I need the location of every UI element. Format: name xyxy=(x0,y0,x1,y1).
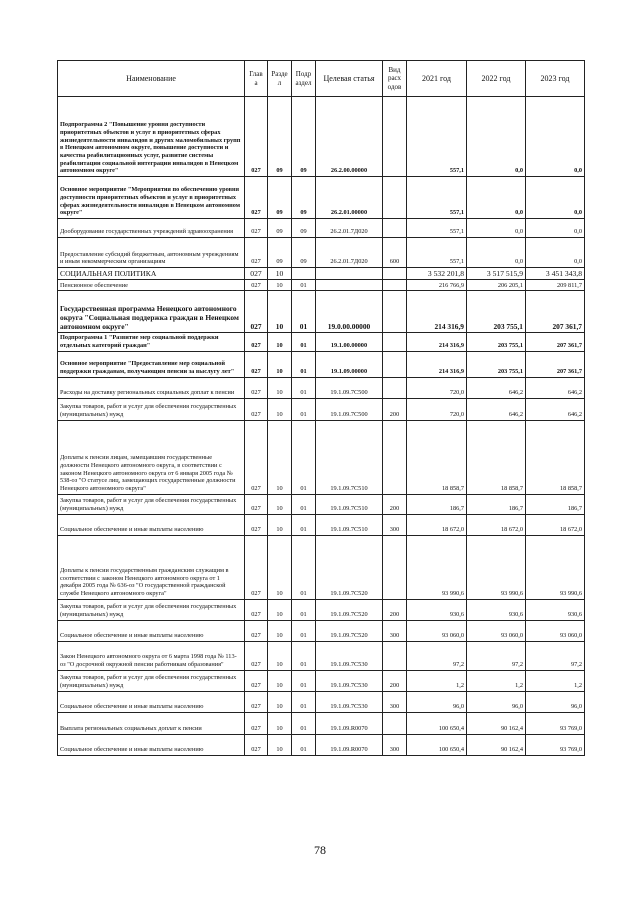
table-cell-2021: 93 060,0 xyxy=(407,620,467,641)
budget-table xyxy=(57,60,585,756)
table-row xyxy=(58,377,585,398)
table-cell-2021: 557,1 xyxy=(407,177,467,219)
table-cell-glava: 027 xyxy=(245,641,268,670)
table-cell-target: 19.1.09.7С500 xyxy=(316,377,383,398)
table-row xyxy=(58,641,585,670)
table-cell-target: 19.1.09.7С530 xyxy=(316,670,383,691)
table-cell-razdel: 10 xyxy=(268,620,292,641)
table-cell-2021: 186,7 xyxy=(407,494,467,514)
table-cell-2021: 93 990,6 xyxy=(407,535,467,599)
page-number: 78 xyxy=(314,843,326,857)
table-row xyxy=(58,420,585,494)
table-cell-podrazdel: 01 xyxy=(292,514,316,535)
table-cell-name: Расходы на доставку региональных социальных доплат к пенсии xyxy=(58,377,245,398)
table-cell-vid xyxy=(383,280,407,291)
table-cell-2022: 203 755,1 xyxy=(467,291,526,333)
table-header-row xyxy=(58,61,585,97)
table-cell-2023: 207 361,7 xyxy=(526,291,585,333)
table-row xyxy=(58,712,585,734)
table-cell-name: Подпрограмма 2 "Повышение уровня доступности приоритетных объектов и услуг в приоритетных сферах жизнедеятельности инвалидов и других маломобильных групп в Ненецком автономном округе, повышение доступности и качества реабилитационных услуг, развитие системы реабилитации социальной интеграции инвалидов в Ненецком автономном округе" xyxy=(58,97,245,177)
table-cell-glava: 027 xyxy=(245,238,268,268)
table-row xyxy=(58,268,585,280)
table-cell-target: 19.1.09.7С530 xyxy=(316,691,383,712)
table-cell-target: 19.1.09.R0070 xyxy=(316,712,383,734)
table-cell-glava: 027 xyxy=(245,670,268,691)
table-cell-2023: 3 451 343,8 xyxy=(526,268,585,280)
table-cell-name: Закупка товаров, работ и услуг для обеспечения государственных (муниципальных) нужд xyxy=(58,599,245,620)
table-cell-2022: 203 755,1 xyxy=(467,351,526,377)
table-cell-2021: 3 532 201,8 xyxy=(407,268,467,280)
table-cell-vid: 300 xyxy=(383,620,407,641)
table-cell-podrazdel: 01 xyxy=(292,620,316,641)
table-cell-2021: 720,0 xyxy=(407,398,467,420)
table-cell-target: 19.1.09.7С520 xyxy=(316,535,383,599)
table-cell-2022: 206 205,1 xyxy=(467,280,526,291)
table-cell-vid xyxy=(383,712,407,734)
table-cell-name: Доплаты к пенсии государственным гражданским служащим в соответствии с законом Ненецкого автономного округа от 1 декабря 2005 года № 636-оз "О государственной гражданской службе Ненецкого автономного округа" xyxy=(58,535,245,599)
table-row xyxy=(58,351,585,377)
table-cell-razdel: 09 xyxy=(268,238,292,268)
table-cell-name: Закон Ненецкого автономного округа от 6 марта 1998 года № 113-оз "О досрочной окружной пенсии работникам образования" xyxy=(58,641,245,670)
table-cell-razdel: 10 xyxy=(268,351,292,377)
table-cell-glava: 027 xyxy=(245,280,268,291)
table-cell-2023: 646,2 xyxy=(526,398,585,420)
table-cell-2023: 18 672,0 xyxy=(526,514,585,535)
table-cell-razdel: 09 xyxy=(268,97,292,177)
table-cell-podrazdel: 09 xyxy=(292,238,316,268)
table-cell-name: Закупка товаров, работ и услуг для обеспечения государственных (муниципальных) нужд xyxy=(58,398,245,420)
table-cell-2022: 0,0 xyxy=(467,219,526,238)
table-cell-glava: 027 xyxy=(245,494,268,514)
table-cell-2022: 90 162,4 xyxy=(467,712,526,734)
table-cell-podrazdel: 01 xyxy=(292,351,316,377)
table-cell-podrazdel: 01 xyxy=(292,280,316,291)
table-cell-vid xyxy=(383,219,407,238)
table-cell-2023: 646,2 xyxy=(526,377,585,398)
table-cell-2022: 0,0 xyxy=(467,238,526,268)
table-cell-vid: 300 xyxy=(383,734,407,755)
table-cell-vid xyxy=(383,268,407,280)
table-cell-razdel: 10 xyxy=(268,599,292,620)
table-cell-vid xyxy=(383,97,407,177)
table-cell-target: 26.2.01.00000 xyxy=(316,177,383,219)
table-cell-target: 19.1.09.00000 xyxy=(316,351,383,377)
table-cell-glava: 027 xyxy=(245,620,268,641)
table-cell-name: Основное мероприятие "Предоставление мер социальной поддержки гражданам, получающим пенсии за выслугу лет" xyxy=(58,351,245,377)
table-cell-target: 19.1.09.R0070 xyxy=(316,734,383,755)
table-cell-2021: 214 316,9 xyxy=(407,333,467,351)
table-row xyxy=(58,280,585,291)
table-cell-target: 19.1.09.7С510 xyxy=(316,420,383,494)
table-cell-2021: 557,1 xyxy=(407,97,467,177)
table-row xyxy=(58,620,585,641)
table-cell-2022: 203 755,1 xyxy=(467,333,526,351)
table-cell-glava: 027 xyxy=(245,691,268,712)
table-cell-2023: 0,0 xyxy=(526,97,585,177)
table-cell-2021: 100 650,4 xyxy=(407,712,467,734)
table-cell-vid xyxy=(383,641,407,670)
table-cell-glava: 027 xyxy=(245,97,268,177)
table-row xyxy=(58,599,585,620)
table-cell-2022: 93 990,6 xyxy=(467,535,526,599)
table-cell-target: 19.1.09.7С510 xyxy=(316,514,383,535)
table-cell-vid xyxy=(383,351,407,377)
table-cell-target xyxy=(316,280,383,291)
table-cell-2021: 18 858,7 xyxy=(407,420,467,494)
table-cell-target: 19.0.00.00000 xyxy=(316,291,383,333)
table-cell-vid xyxy=(383,535,407,599)
table-cell-2022: 90 162,4 xyxy=(467,734,526,755)
header-2022: 2022 год xyxy=(467,61,526,97)
table-cell-podrazdel: 01 xyxy=(292,535,316,599)
table-cell-podrazdel: 01 xyxy=(292,333,316,351)
table-cell-razdel: 10 xyxy=(268,641,292,670)
table-cell-2022: 186,7 xyxy=(467,494,526,514)
table-cell-name: Доплаты к пенсии лицам, замещавшим государственные должности Ненецкого автономного округа, в соответствии с законом Ненецкого автономного округа от 6 января 2005 года № 538-оз "О статусе лиц, замещающих государственные должности Ненецкого автономного округа" xyxy=(58,420,245,494)
table-cell-2021: 720,0 xyxy=(407,377,467,398)
table-cell-glava: 027 xyxy=(245,351,268,377)
table-cell-2021: 930,6 xyxy=(407,599,467,620)
table-cell-2023: 0,0 xyxy=(526,219,585,238)
table-cell-2021: 100 650,4 xyxy=(407,734,467,755)
table-cell-razdel: 10 xyxy=(268,712,292,734)
table-cell-vid: 200 xyxy=(383,398,407,420)
table-cell-razdel: 10 xyxy=(268,280,292,291)
table-cell-razdel: 09 xyxy=(268,219,292,238)
table-cell-name: Социальное обеспечение и иные выплаты населению xyxy=(58,620,245,641)
table-cell-podrazdel: 01 xyxy=(292,734,316,755)
table-cell-target xyxy=(316,268,383,280)
table-cell-2021: 97,2 xyxy=(407,641,467,670)
table-cell-glava: 027 xyxy=(245,219,268,238)
table-cell-vid: 200 xyxy=(383,670,407,691)
table-cell-2021: 216 766,9 xyxy=(407,280,467,291)
table-row xyxy=(58,691,585,712)
table-cell-glava: 027 xyxy=(245,734,268,755)
header-2023: 2023 год xyxy=(526,61,585,97)
table-cell-name: Закупка товаров, работ и услуг для обеспечения государственных (муниципальных) нужд xyxy=(58,494,245,514)
table-cell-2022: 96,0 xyxy=(467,691,526,712)
table-cell-2021: 557,1 xyxy=(407,238,467,268)
table-cell-razdel: 10 xyxy=(268,734,292,755)
table-cell-podrazdel: 01 xyxy=(292,641,316,670)
table-cell-podrazdel: 09 xyxy=(292,219,316,238)
table-cell-razdel: 10 xyxy=(268,514,292,535)
table-cell-vid: 300 xyxy=(383,514,407,535)
table-cell-vid xyxy=(383,333,407,351)
table-cell-glava: 027 xyxy=(245,599,268,620)
table-cell-glava: 027 xyxy=(245,514,268,535)
table-cell-name: СОЦИАЛЬНАЯ ПОЛИТИКА xyxy=(58,268,245,280)
header-target: Целевая статья xyxy=(316,61,383,97)
table-cell-glava: 027 xyxy=(245,398,268,420)
table-cell-2023: 209 811,7 xyxy=(526,280,585,291)
header-vid: Вид расх одов xyxy=(383,61,407,97)
table-cell-2023: 207 361,7 xyxy=(526,351,585,377)
table-cell-podrazdel: 01 xyxy=(292,712,316,734)
table-cell-razdel: 10 xyxy=(268,291,292,333)
table-cell-glava: 027 xyxy=(245,535,268,599)
table-cell-vid: 300 xyxy=(383,691,407,712)
table-cell-glava: 027 xyxy=(245,712,268,734)
table-cell-2023: 93 060,0 xyxy=(526,620,585,641)
header-name: Наименование xyxy=(58,61,245,97)
table-cell-glava: 027 xyxy=(245,420,268,494)
table-cell-name: Основное мероприятие "Мероприятия по обеспечению уровня доступности приоритетных объектов и услуг в приоритетных сферах жизнедеятельности инвалидов в Ненецком автономном округе" xyxy=(58,177,245,219)
table-cell-2022: 18 858,7 xyxy=(467,420,526,494)
table-cell-vid xyxy=(383,177,407,219)
header-razdel: Разде л xyxy=(268,61,292,97)
table-cell-vid: 600 xyxy=(383,238,407,268)
table-cell-podrazdel: 01 xyxy=(292,398,316,420)
table-cell-2023: 93 769,0 xyxy=(526,734,585,755)
table-cell-2022: 18 672,0 xyxy=(467,514,526,535)
table-cell-name: Дооборудование государственных учреждений здравоохранения xyxy=(58,219,245,238)
table-cell-2023: 0,0 xyxy=(526,177,585,219)
table-cell-target: 19.1.09.7С530 xyxy=(316,641,383,670)
table-cell-2023: 93 990,6 xyxy=(526,535,585,599)
table-cell-razdel: 10 xyxy=(268,670,292,691)
table-cell-2021: 18 672,0 xyxy=(407,514,467,535)
table-cell-2022: 97,2 xyxy=(467,641,526,670)
table-cell-2021: 96,0 xyxy=(407,691,467,712)
table-row xyxy=(58,291,585,333)
table-row xyxy=(58,514,585,535)
table-cell-target: 26.2.01.7Д020 xyxy=(316,219,383,238)
table-cell-vid: 200 xyxy=(383,494,407,514)
table-cell-razdel: 10 xyxy=(268,535,292,599)
table-cell-razdel: 10 xyxy=(268,333,292,351)
table-cell-name: Подпрограмма 1 "Развитие мер социальной поддержки отдельных категорий граждан" xyxy=(58,333,245,351)
table-cell-2022: 93 060,0 xyxy=(467,620,526,641)
table-cell-vid: 200 xyxy=(383,599,407,620)
table-cell-razdel: 10 xyxy=(268,377,292,398)
table-cell-target: 26.2.01.7Д020 xyxy=(316,238,383,268)
table-cell-target: 19.1.09.7С500 xyxy=(316,398,383,420)
table-cell-2022: 0,0 xyxy=(467,177,526,219)
table-row xyxy=(58,333,585,351)
header-podrazdel: Подр аздел xyxy=(292,61,316,97)
table-cell-2021: 214 316,9 xyxy=(407,291,467,333)
table-cell-podrazdel: 09 xyxy=(292,177,316,219)
table-cell-vid xyxy=(383,420,407,494)
table-cell-target: 19.1.00.00000 xyxy=(316,333,383,351)
table-cell-podrazdel: 01 xyxy=(292,691,316,712)
table-cell-glava: 027 xyxy=(245,268,268,280)
table-cell-podrazdel: 01 xyxy=(292,291,316,333)
table-row xyxy=(58,398,585,420)
table-cell-2023: 1,2 xyxy=(526,670,585,691)
table-cell-podrazdel: 09 xyxy=(292,97,316,177)
table-cell-2023: 930,6 xyxy=(526,599,585,620)
table-cell-glava: 027 xyxy=(245,377,268,398)
table-cell-name: Пенсионное обеспечение xyxy=(58,280,245,291)
table-cell-podrazdel: 01 xyxy=(292,599,316,620)
table-cell-razdel: 09 xyxy=(268,177,292,219)
table-cell-target: 19.1.09.7С520 xyxy=(316,599,383,620)
table-cell-razdel: 10 xyxy=(268,420,292,494)
table-cell-2023: 207 361,7 xyxy=(526,333,585,351)
table-cell-2023: 186,7 xyxy=(526,494,585,514)
table-cell-name: Предоставление субсидий бюджетным, автономным учреждениям и иным некоммерческим организациям xyxy=(58,238,245,268)
table-row xyxy=(58,734,585,755)
table-cell-name: Социальное обеспечение и иные выплаты населению xyxy=(58,691,245,712)
table-cell-target: 19.1.09.7С520 xyxy=(316,620,383,641)
table-cell-podrazdel: 01 xyxy=(292,377,316,398)
table-cell-glava: 027 xyxy=(245,291,268,333)
table-cell-2023: 93 769,0 xyxy=(526,712,585,734)
table-cell-2022: 646,2 xyxy=(467,398,526,420)
table-row xyxy=(58,177,585,219)
table-cell-name: Выплата региональных социальных доплат к пенсии xyxy=(58,712,245,734)
table-cell-2021: 1,2 xyxy=(407,670,467,691)
table-cell-name: Государственная программа Ненецкого автономного округа "Социальная поддержка граждан в Ненецком автономном округе" xyxy=(58,291,245,333)
table-cell-2022: 930,6 xyxy=(467,599,526,620)
table-cell-name: Социальное обеспечение и иные выплаты населению xyxy=(58,514,245,535)
table-cell-vid xyxy=(383,377,407,398)
table-row xyxy=(58,219,585,238)
table-cell-2021: 557,1 xyxy=(407,219,467,238)
table-cell-name: Закупка товаров, работ и услуг для обеспечения государственных (муниципальных) нужд xyxy=(58,670,245,691)
table-row xyxy=(58,238,585,268)
table-cell-2023: 0,0 xyxy=(526,238,585,268)
table-row xyxy=(58,97,585,177)
table-cell-razdel: 10 xyxy=(268,268,292,280)
table-row xyxy=(58,670,585,691)
table-cell-podrazdel xyxy=(292,268,316,280)
table-cell-podrazdel: 01 xyxy=(292,420,316,494)
table-row xyxy=(58,494,585,514)
table-cell-podrazdel: 01 xyxy=(292,494,316,514)
table-cell-2023: 96,0 xyxy=(526,691,585,712)
table-cell-glava: 027 xyxy=(245,177,268,219)
header-glava: Глав а xyxy=(245,61,268,97)
table-cell-razdel: 10 xyxy=(268,494,292,514)
table-cell-podrazdel: 01 xyxy=(292,670,316,691)
table-cell-2022: 1,2 xyxy=(467,670,526,691)
table-row xyxy=(58,535,585,599)
table-cell-2022: 0,0 xyxy=(467,97,526,177)
table-cell-razdel: 10 xyxy=(268,398,292,420)
table-cell-name: Социальное обеспечение и иные выплаты населению xyxy=(58,734,245,755)
table-cell-2023: 97,2 xyxy=(526,641,585,670)
table-cell-razdel: 10 xyxy=(268,691,292,712)
table-cell-2022: 3 517 515,9 xyxy=(467,268,526,280)
table-cell-target: 19.1.09.7С510 xyxy=(316,494,383,514)
header-2021: 2021 год xyxy=(407,61,467,97)
table-cell-2023: 18 858,7 xyxy=(526,420,585,494)
table-cell-2021: 214 316,9 xyxy=(407,351,467,377)
table-cell-vid xyxy=(383,291,407,333)
table-cell-glava: 027 xyxy=(245,333,268,351)
table-cell-target: 26.2.00.00000 xyxy=(316,97,383,177)
table-cell-2022: 646,2 xyxy=(467,377,526,398)
